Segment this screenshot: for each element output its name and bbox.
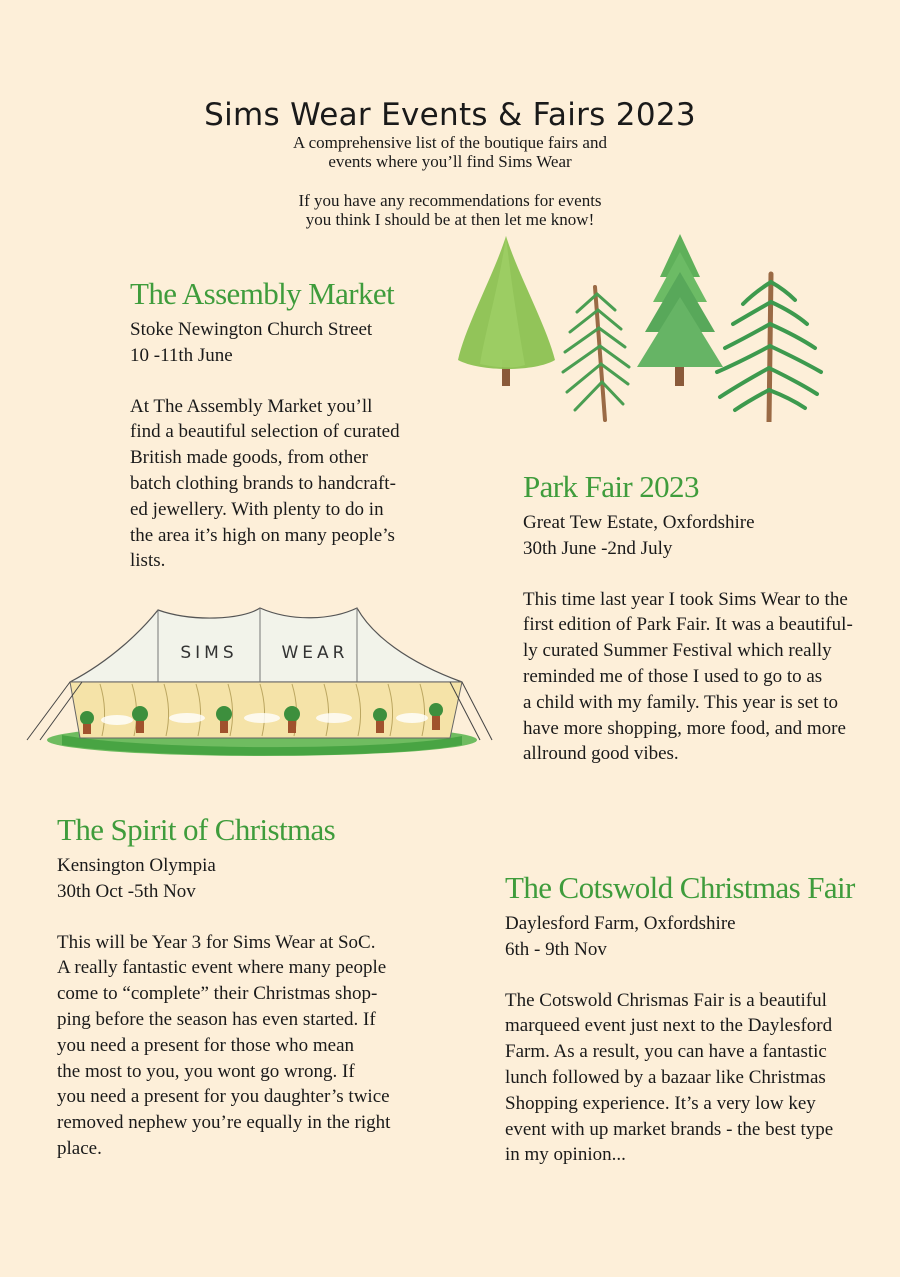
description-line: event with up market brands - the best type xyxy=(505,1118,834,1140)
description-line: first edition of Park Fair. It was a beautiful- xyxy=(523,614,853,636)
event-dates: 10 -11th June xyxy=(130,344,233,366)
tent-banner-right: WEAR xyxy=(281,643,349,663)
tree-branch-icon xyxy=(563,287,629,420)
description-line: a child with my family. This year is set to xyxy=(523,691,839,713)
description-line: A really fantastic event where many people xyxy=(57,957,387,979)
event-details xyxy=(57,853,390,905)
tree-droopy-icon xyxy=(717,274,821,422)
tree-cone-icon xyxy=(458,236,555,386)
event-details xyxy=(505,911,855,963)
description-line: find a beautiful selection of curated xyxy=(130,421,400,443)
intro-line: you think I should be at then let me know! xyxy=(305,210,595,229)
description-line: marqueed event just next to the Daylesford xyxy=(505,1015,833,1037)
description-line: come to “complete” their Christmas shop- xyxy=(57,983,378,1005)
description-line: ping before the season has even started. If xyxy=(57,1008,376,1030)
description-line: ly curated Summer Festival which really xyxy=(523,640,832,662)
description-line: This will be Year 3 for Sims Wear at SoC. xyxy=(57,931,376,953)
event-description xyxy=(57,930,390,1162)
event-title: The Spirit of Christmas xyxy=(57,812,336,847)
event-details xyxy=(130,317,400,369)
intro-line: A comprehensive list of the boutique fairs and xyxy=(293,133,607,152)
event-location: Stoke Newington Church Street xyxy=(130,319,373,340)
page-title: Sims Wear Events & Fairs 2023 xyxy=(204,96,696,133)
event-title: Park Fair 2023 xyxy=(523,469,699,504)
description-line: Farm. As a result, you can have a fantastic xyxy=(505,1041,827,1063)
event-dates: 30th Oct -5th Nov xyxy=(57,880,196,902)
description-line: ed jewellery. With plenty to do in xyxy=(130,498,384,520)
intro-line: events where you’ll find Sims Wear xyxy=(328,152,572,171)
event-location: Daylesford Farm, Oxfordshire xyxy=(505,913,736,934)
description-line: At The Assembly Market you’ll xyxy=(130,395,373,417)
description-line: This time last year I took Sims Wear to the xyxy=(523,588,848,610)
tent-roof-icon xyxy=(70,608,462,682)
description-line: you need a present for you daughter’s twice xyxy=(57,1086,390,1108)
intro-paragraph xyxy=(0,133,900,171)
tree-layered-icon xyxy=(637,234,723,386)
marquee-tent-illustration xyxy=(22,600,497,765)
description-line: British made goods, from other xyxy=(130,447,368,469)
description-line: removed nephew you’re equally in the right xyxy=(57,1112,391,1134)
description-line: allround good vibes. xyxy=(523,743,679,765)
description-line: you need a present for those who mean xyxy=(57,1034,355,1056)
event-description xyxy=(505,988,855,1169)
event-details xyxy=(523,510,853,562)
event-location: Kensington Olympia xyxy=(57,855,216,876)
event-dates: 30th June -2nd July xyxy=(523,537,673,559)
event-title: The Cotswold Christmas Fair xyxy=(505,870,855,905)
pine-trees-illustration xyxy=(455,232,835,422)
description-line: the area it’s high on many people’s xyxy=(130,524,395,546)
event-park-fair xyxy=(523,469,853,767)
description-line: lunch followed by a bazaar like Christmas xyxy=(505,1066,826,1088)
description-line: The Cotswold Chrismas Fair is a beautiful xyxy=(505,989,827,1011)
event-title: The Assembly Market xyxy=(130,276,395,311)
event-dates: 6th - 9th Nov xyxy=(505,938,607,960)
intro-line: If you have any recommendations for events xyxy=(298,191,602,210)
event-description xyxy=(130,394,400,575)
description-line: batch clothing brands to handcraft- xyxy=(130,472,396,494)
description-line: the most to you, you wont go wrong. If xyxy=(57,1060,355,1082)
event-assembly-market xyxy=(130,276,400,574)
description-line: have more shopping, more food, and more xyxy=(523,717,846,739)
recommendation-paragraph xyxy=(0,191,900,229)
event-location: Great Tew Estate, Oxfordshire xyxy=(523,512,755,533)
description-line: reminded me of those I used to go to as xyxy=(523,665,823,687)
event-spirit-of-christmas xyxy=(57,812,390,1162)
event-cotswold-christmas-fair xyxy=(505,870,855,1168)
description-line: lists. xyxy=(130,550,166,572)
description-line: place. xyxy=(57,1137,102,1159)
tent-banner-left: SIMS xyxy=(180,643,238,663)
tent-walls-icon xyxy=(70,682,462,738)
event-description xyxy=(523,587,853,768)
description-line: Shopping experience. It’s a very low key xyxy=(505,1092,816,1114)
description-line: in my opinion... xyxy=(505,1144,626,1166)
